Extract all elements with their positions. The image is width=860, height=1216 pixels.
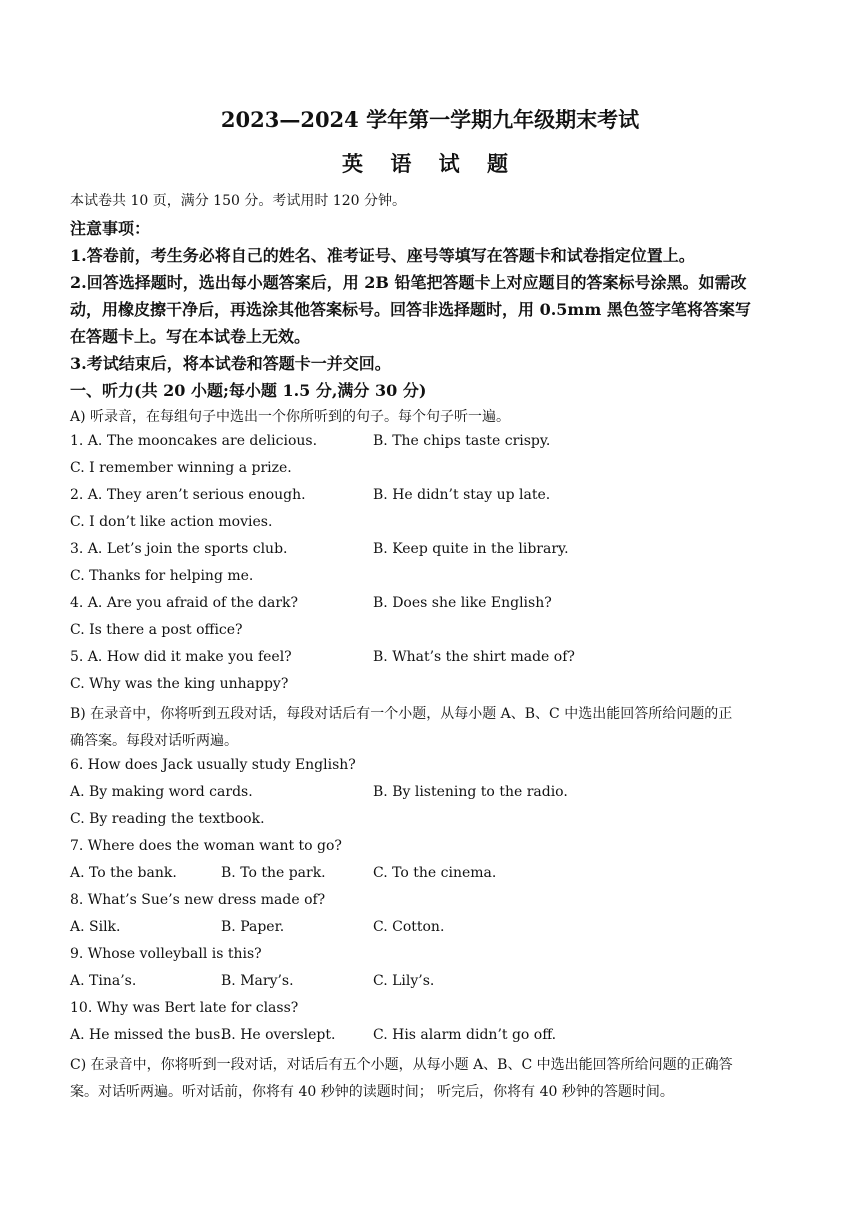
intro-text: 本试卷共 10 页，满分 150 分。考试用时 120 分钟。 <box>70 193 406 209</box>
q7-stem: 7. Where does the woman want to go? <box>70 838 342 854</box>
q5-option-a: 5. A. How did it make you feel? <box>70 649 292 665</box>
q6-option-c: C. By reading the textbook. <box>70 811 265 827</box>
q2-option-b: B. He didn’t stay up late. <box>373 487 551 503</box>
q5-option-b: B. What’s the shirt made of? <box>373 649 575 665</box>
q8-stem: 8. What’s Sue’s new dress made of? <box>70 892 326 908</box>
q10-stem: 10. Why was Bert late for class? <box>70 1000 299 1016</box>
part-b-instructions-1: B) 在录音中，你将听到五段对话，每段对话后有一个小题，从每小题 A、B、C 中选出能回答所给问题的正 <box>70 706 733 722</box>
note-2-line-3: 在答题卡上。写在本试卷上无效。 <box>70 327 311 346</box>
note-3: 3.考试结束后，将本试卷和答题卡一并交回。 <box>70 354 391 373</box>
q7-option-a: A. To the bank. <box>70 865 177 881</box>
q9-stem: 9. Whose volleyball is this? <box>70 946 262 962</box>
q10-option-a: A. He missed the bus. <box>70 1027 225 1043</box>
q7-option-c: C. To the cinema. <box>373 865 497 881</box>
q8-option-b: B. Paper. <box>221 919 285 935</box>
q10-option-b: B. He overslept. <box>221 1027 336 1043</box>
q3-option-b: B. Keep quite in the library. <box>373 541 569 557</box>
q9-option-b: B. Mary’s. <box>221 973 294 989</box>
part-c-instructions-2: 案。对话听两遍。听对话前，你将有 40 秒钟的读题时间； 听完后，你将有 40 秒钟的答题时间。 <box>70 1084 674 1100</box>
note-2-line-1: 2.回答选择题时，选出每小题答案后，用 2B 铅笔把答题卡上对应题目的答案标号涂黑。如需改 <box>70 273 747 292</box>
q4-option-b: B. Does she like English? <box>373 595 552 611</box>
q3-option-c: C. Thanks for helping me. <box>70 568 254 584</box>
note-2-line-2: 动，用橡皮擦干净后，再选涂其他答案标号。回答非选择题时，用 0.5mm 黑色签字笔将答案写 <box>70 300 751 319</box>
q5-option-c: C. Why was the king unhappy? <box>70 676 289 692</box>
q8-option-a: A. Silk. <box>70 919 121 935</box>
q1-option-c: C. I remember winning a prize. <box>70 460 292 476</box>
part-b-instructions-2: 确答案。每段对话听两遍。 <box>70 733 238 749</box>
q3-option-a: 3. A. Let’s join the sports club. <box>70 541 288 557</box>
q6-stem: 6. How does Jack usually study English? <box>70 757 356 773</box>
q1-option-b: B. The chips taste crispy. <box>373 433 551 449</box>
note-1: 1.答卷前，考生务必将自己的姓名、准考证号、座号等填写在答题卡和试卷指定位置上。 <box>70 246 695 265</box>
q9-option-c: C. Lily’s. <box>373 973 435 989</box>
part-c-instructions-1: C) 在录音中，你将听到一段对话，对话后有五个小题，从每小题 A、B、C 中选出能回答所给问题的正确答 <box>70 1057 733 1073</box>
exam-subtitle: 英 语 试 题 <box>342 151 518 176</box>
section-1-heading: 一、听力(共 20 小题;每小题 1.5 分,满分 30 分) <box>70 381 427 400</box>
exam-title: 2023—2024 学年第一学期九年级期末考试 <box>220 107 640 132</box>
q6-option-b: B. By listening to the radio. <box>373 784 568 800</box>
q2-option-c: C. I don’t like action movies. <box>70 514 273 530</box>
q10-option-c: C. His alarm didn’t go off. <box>373 1027 557 1043</box>
q4-option-a: 4. A. Are you afraid of the dark? <box>70 595 299 611</box>
q4-option-c: C. Is there a post office? <box>70 622 243 638</box>
q6-option-a: A. By making word cards. <box>70 784 253 800</box>
q2-option-a: 2. A. They aren’t serious enough. <box>70 487 306 503</box>
q9-option-a: A. Tina’s. <box>70 973 137 989</box>
q1-option-a: 1. A. The mooncakes are delicious. <box>70 433 318 449</box>
q7-option-b: B. To the park. <box>221 865 326 881</box>
notes-heading: 注意事项： <box>70 219 151 238</box>
part-a-instructions: A) 听录音，在每组句子中选出一个你所听到的句子。每个句子听一遍。 <box>70 409 511 425</box>
q8-option-c: C. Cotton. <box>373 919 445 935</box>
